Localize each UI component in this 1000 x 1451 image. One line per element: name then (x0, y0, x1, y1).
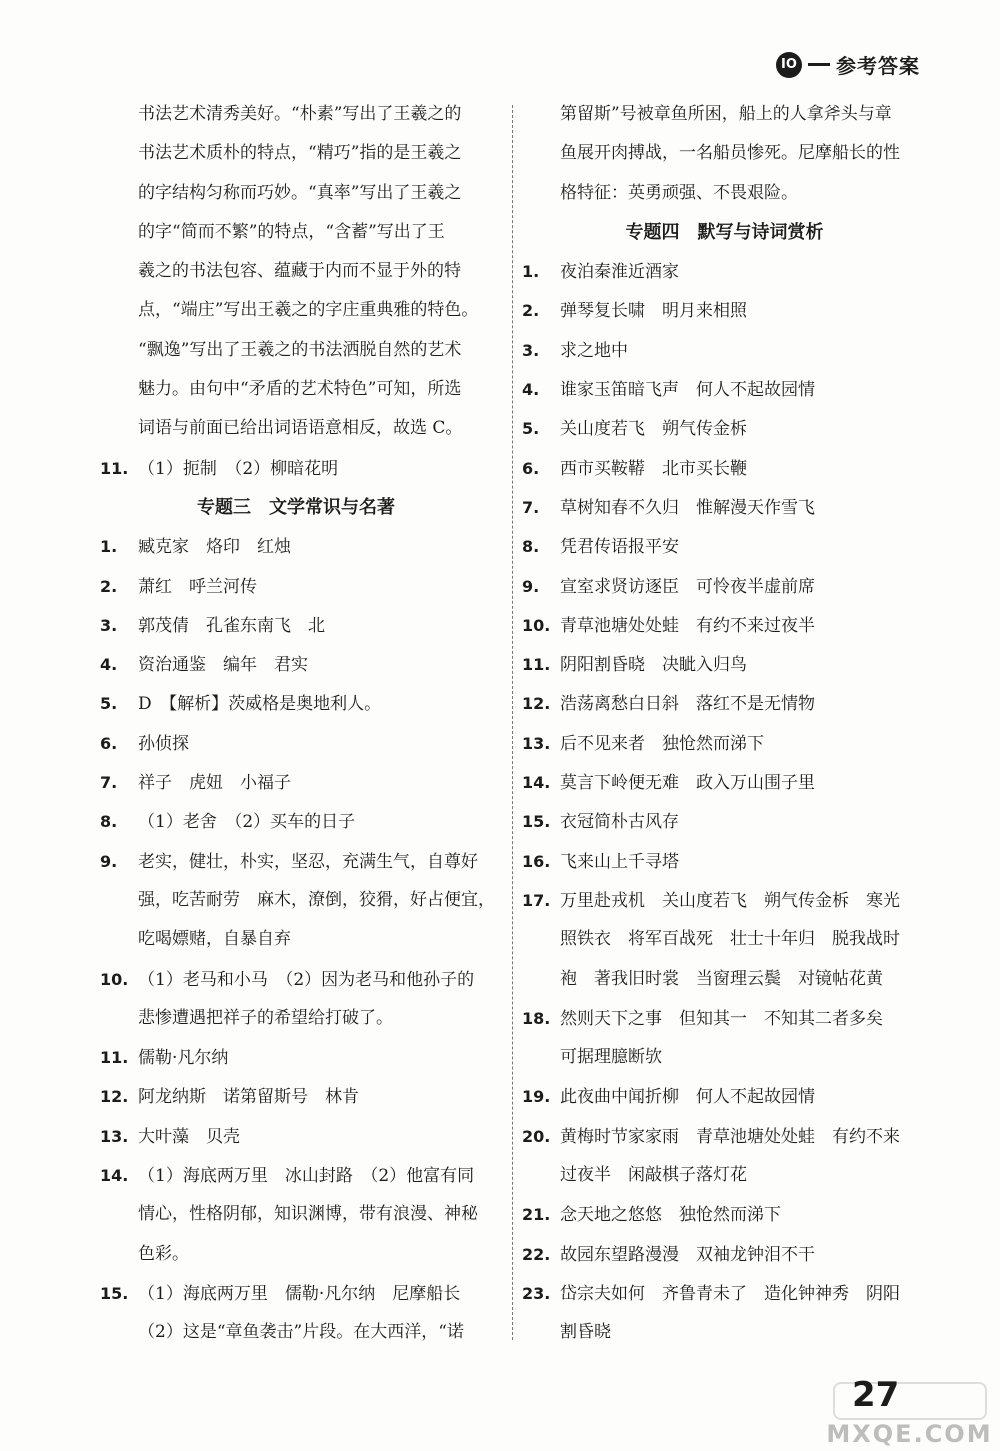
item-text: 臧克家 烙印 红烛 (138, 537, 291, 558)
continuation-line: 悲惨遭遇把祥子的希望给打破了。 (138, 1007, 393, 1028)
item-text: 资治通鉴 编年 君实 (138, 655, 308, 676)
item-number: 11. (100, 1048, 129, 1068)
continuation-line: 割昏晓 (560, 1322, 611, 1343)
item-text: 青草池塘处处蛙 有约不来过夜半 (560, 615, 815, 636)
answer-item (522, 999, 927, 1038)
book-logo-icon: IO (776, 52, 802, 78)
continuation-line: 羲之的书法包容、蕴藏于内而不显于外的特 (138, 261, 461, 282)
answer-item (522, 252, 927, 291)
continuation-line: 过夜半 闲敲棋子落灯花 (560, 1165, 747, 1186)
answer-item (100, 527, 492, 566)
item-text: 然则天下之事 但知其一 不知其二者多矣 (560, 1008, 883, 1029)
answer-item (522, 1117, 927, 1156)
item-number: 15. (100, 1283, 129, 1303)
answer-item (522, 606, 927, 645)
continuation-line: （2）这是“章鱼袭击”片段。在大西洋，“诺 (138, 1322, 464, 1343)
answer-item (100, 449, 492, 488)
continuation-line: 词语与前面已给出词语语意相反，故选 C。 (138, 418, 463, 439)
answer-item (100, 802, 492, 841)
item-text: 草树知春不久归 惟解漫天作雪飞 (560, 497, 815, 518)
item-number: 5. (100, 694, 118, 714)
item-number: 21. (522, 1205, 551, 1225)
item-number: 6. (522, 458, 540, 478)
answer-item (522, 331, 927, 370)
continuation-line: 情心，性格阴郁，知识渊博，带有浪漫、神秘 (138, 1204, 478, 1225)
item-number: 14. (522, 773, 551, 793)
answer-item (522, 842, 927, 881)
item-number: 3. (100, 615, 118, 635)
continuation-line: 格特征：英勇顽强、不畏艰险。 (560, 182, 798, 203)
item-text: （1）老舍 （2）买车的日子 (138, 812, 356, 833)
answer-item (522, 1235, 927, 1274)
item-number: 9. (522, 576, 540, 596)
answer-item (100, 645, 492, 684)
item-text: （1）海底两万里 冰山封路 （2）他富有同 (138, 1166, 475, 1187)
item-text: 衣冠简朴古风存 (560, 812, 679, 833)
answer-item (522, 567, 927, 606)
item-number: 19. (522, 1087, 551, 1107)
answer-item (522, 291, 927, 330)
answer-item (522, 763, 927, 802)
item-number: 13. (100, 1126, 129, 1146)
item-text: 关山度若飞 朔气传金柝 (560, 419, 747, 440)
item-number: 10. (100, 969, 129, 989)
item-number: 3. (522, 340, 540, 360)
item-number: 2. (522, 301, 540, 321)
item-number: 13. (522, 733, 551, 753)
item-number: 23. (522, 1283, 551, 1303)
answer-item (522, 527, 927, 566)
item-text: 飞来山上千寻塔 (560, 851, 679, 872)
item-number: 11. (522, 655, 551, 675)
item-text: 念天地之悠悠 独怆然而涕下 (560, 1205, 781, 1226)
answer-item (522, 802, 927, 841)
continuation-line: 强，吃苦耐劳 麻木，潦倒，狡猾，好占便宜， (138, 889, 495, 910)
continuation-line: 鱼展开肉搏战，一名船员惨死。尼摩船长的性 (560, 143, 900, 164)
item-number: 12. (100, 1087, 129, 1107)
item-text: 谁家玉笛暗飞声 何人不起故园情 (560, 380, 815, 401)
answer-item (522, 449, 927, 488)
item-text: D 【解析】茨威格是奥地利人。 (138, 694, 382, 715)
continuation-line: 魅力。由句中“矛盾的艺术特色”可知，所选 (138, 379, 462, 400)
item-text: 阿龙纳斯 诺第留斯号 林肯 (138, 1087, 359, 1108)
item-number: 1. (522, 262, 540, 282)
item-text: 故园东望路漫漫 双袖龙钟泪不干 (560, 1244, 815, 1265)
item-text: （1）扼制 （2）柳暗花明 (138, 458, 339, 479)
item-number: 2. (100, 576, 118, 596)
item-number: 18. (522, 1008, 551, 1028)
item-text: 郭茂倩 孔雀东南飞 北 (138, 615, 325, 636)
page-number: 27 (852, 1375, 900, 1415)
item-text: 浩荡离愁白日斜 落红不是无情物 (560, 694, 815, 715)
section-heading: 专题三 文学常识与名著 (197, 496, 395, 518)
answer-item (100, 724, 492, 763)
continuation-line: 色彩。 (138, 1243, 189, 1264)
column-divider (512, 105, 513, 1340)
continuation-line: 第留斯”号被章鱼所困，船上的人拿斧头与章 (560, 104, 892, 124)
item-number: 4. (100, 655, 118, 675)
answer-item (100, 1038, 492, 1077)
item-number: 14. (100, 1166, 129, 1186)
item-number: 7. (100, 773, 118, 793)
left-column (100, 95, 495, 1353)
item-number: 22. (522, 1244, 551, 1264)
answer-item (522, 488, 927, 527)
item-number: 1. (100, 537, 118, 557)
answer-item (100, 763, 492, 802)
answer-item (100, 1156, 492, 1195)
item-text: 此夜曲中闻折柳 何人不起故园情 (560, 1087, 815, 1108)
item-text: 后不见来者 独怆然而涕下 (560, 733, 764, 754)
item-text: 黄梅时节家家雨 青草池塘处处蛙 有约不来 (560, 1126, 900, 1147)
answer-item (100, 1274, 492, 1313)
answer-item (100, 684, 492, 723)
item-text: 宣室求贤访逐臣 可怜夜半虚前席 (560, 576, 815, 597)
answer-item (522, 1274, 927, 1313)
item-number: 8. (100, 812, 118, 832)
continuation-line: 书法艺术清秀美好。“朴素”写出了王羲之的 (138, 104, 462, 124)
item-text: 弹琴复长啸 明月来相照 (560, 301, 747, 322)
watermark (822, 1382, 997, 1448)
answer-item (522, 1195, 927, 1234)
item-text: 孙侦探 (138, 733, 189, 754)
item-text: （1）老马和小马 （2）因为老马和他孙子的 (138, 969, 475, 990)
item-text: 莫言下岭便无难 政入万山围子里 (560, 773, 815, 794)
item-number: 5. (522, 419, 540, 439)
continuation-line: 吃喝嫖赌，自暴自弃 (138, 929, 291, 950)
answer-item (522, 1077, 927, 1116)
continuation-line: 照铁衣 将军百战死 壮士十年归 脱我战时 (560, 929, 900, 950)
page-header (776, 50, 920, 79)
item-number: 17. (522, 890, 551, 910)
header-dash (808, 63, 830, 66)
item-text: 凭君传语报平安 (560, 537, 679, 558)
item-number: 20. (522, 1126, 551, 1146)
item-number: 8. (522, 537, 540, 557)
answer-item (522, 370, 927, 409)
item-number: 12. (522, 694, 551, 714)
section-heading: 专题四 默写与诗词赏析 (625, 221, 824, 243)
answer-item (100, 1077, 492, 1116)
continuation-line: 袍 著我旧时裳 当窗理云鬓 对镜帖花黄 (560, 968, 883, 989)
answer-item (522, 881, 927, 920)
item-number: 7. (522, 497, 540, 517)
item-number: 6. (100, 733, 118, 753)
item-text: 万里赴戎机 关山度若飞 朔气传金柝 寒光 (560, 890, 900, 911)
item-number: 15. (522, 812, 551, 832)
item-text: 岱宗夫如何 齐鲁青未了 造化钟神秀 阴阳 (560, 1283, 900, 1304)
answer-item (522, 684, 927, 723)
item-number: 4. (522, 380, 540, 400)
item-text: 老实，健壮，朴实，坚忍，充满生气，自尊好 (138, 851, 478, 872)
item-text: 大叶藻 贝壳 (138, 1126, 240, 1147)
continuation-line: 的字结构匀称而巧妙。“真率”写出了王羲之 (138, 182, 462, 203)
item-number: 10. (522, 615, 551, 635)
continuation-line: “飘逸”写出了王羲之的书法洒脱自然的艺术 (138, 339, 462, 360)
answer-item (522, 409, 927, 448)
answer-item (522, 645, 927, 684)
continuation-line: 点，“端庄”写出王羲之的字庄重典雅的特色。 (138, 300, 479, 321)
answer-item (100, 1117, 492, 1156)
answer-item (100, 606, 492, 645)
watermark-text: MXQE.COM (826, 1420, 993, 1448)
item-text: 夜泊秦淮近酒家 (560, 262, 679, 283)
item-number: 11. (100, 458, 129, 478)
item-text: （1）海底两万里 儒勒·凡尔纳 尼摩船长 (138, 1283, 461, 1304)
answer-item (100, 842, 492, 881)
item-number: 16. (522, 851, 551, 871)
item-text: 萧红 呼兰河传 (138, 576, 257, 597)
item-text: 阴阳割昏晓 决眦入归鸟 (560, 655, 747, 676)
answer-item (100, 567, 492, 606)
continuation-line: 可据理臆断欤 (560, 1047, 662, 1068)
item-text: 儒勒·凡尔纳 (138, 1048, 229, 1069)
right-column (522, 95, 927, 1353)
continuation-line: 书法艺术质朴的特点，“精巧”指的是王羲之 (138, 143, 462, 164)
continuation-line: 的字“简而不繁”的特点，“含蓄”写出了王 (138, 221, 445, 242)
item-number: 9. (100, 851, 118, 871)
section-title: 参考答案 (836, 54, 920, 78)
answer-item (522, 724, 927, 763)
item-text: 西市买鞍鞯 北市买长鞭 (560, 458, 747, 479)
item-text: 祥子 虎妞 小福子 (138, 773, 291, 794)
item-text: 求之地中 (560, 340, 628, 361)
answer-item (100, 960, 492, 999)
